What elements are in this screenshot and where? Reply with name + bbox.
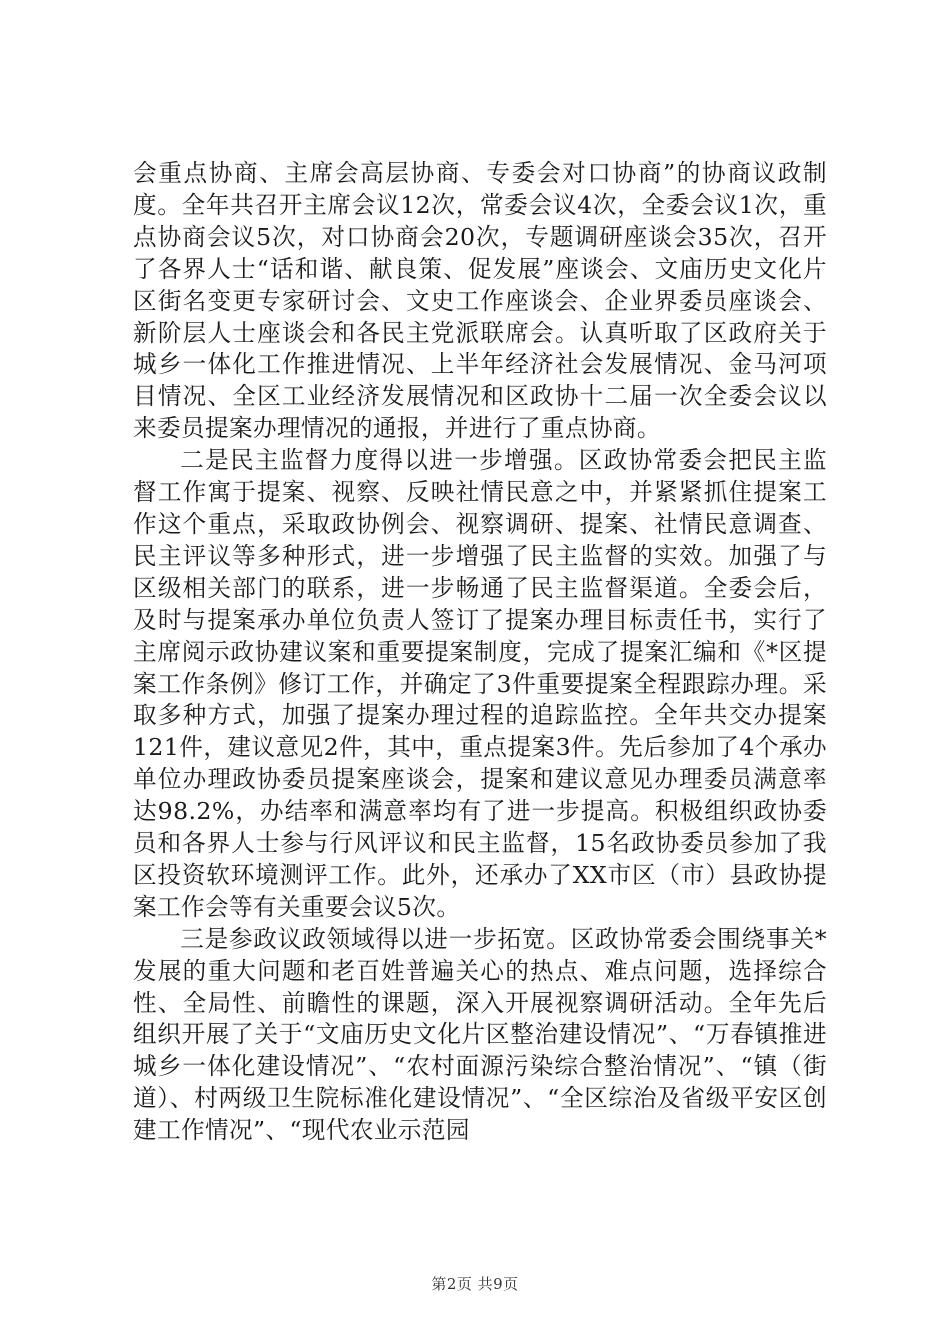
page-number-footer: 第2页 共9页 xyxy=(431,1275,519,1293)
paragraph-1: 会重点协商、主席会高层协商、专委会对口协商”的协商议政制度。全年共召开主席会议12次，常委会议4次，全委会议1次，重点协商会议5次，对口协商会20次，专题调研座谈会35次，召开了各界人士“话和谐、献良策、促发展”座谈会、文庙历史文化片区街名变更专家研讨会、文史工作座谈会、企业界委员座谈会、新阶层人士座谈会和各民主党派联席会。认真听取了区政府关于城乡一体化工作推进情况、上半年经济社会发展情况、金马河项目情况、全区工业经济发展情况和区政协十二届一次全委会议以来委员提案办理情况的通报，并进行了重点协商。 xyxy=(133,159,827,443)
paragraph-3: 三是参政议政领域得以进一步拓宽。区政协常委会围绕事关*发展的重大问题和老百姓普遍关心的热点、难点问题，选择综合性、全局性、前瞻性的课题，深入开展视察调研活动。全年先后组织开展了关于“文庙历史文化片区整治建设情况”、“万春镇推进城乡一体化建设情况”、“农村面源污染综合整治情况”、“镇（街道）、村两级卫生院标准化建设情况”、“全区综治及省级平安区创建工作情况”、“现代农业示范园 xyxy=(133,924,827,1145)
document-body xyxy=(133,158,827,1147)
paragraph-2: 二是民主监督力度得以进一步增强。区政协常委会把民主监督工作寓于提案、视察、反映社情民意之中，并紧紧抓住提案工作这个重点，采取政协例会、视察调研、提案、社情民意调查、民主评议等多种形式，进一步增强了民主监督的实效。加强了与区级相关部门的联系，进一步畅通了民主监督渠道。全委会后，及时与提案承办单位负责人签订了提案办理目标责任书，实行了主席阅示政协建议案和重要提案制度，完成了提案汇编和《*区提案工作条例》修订工作，并确定了3件重要提案全程跟踪办理。采取多种方式，加强了提案办理过程的追踪监控。全年共交办提案121件，建议意见2件，其中，重点提案3件。先后参加了4个承办单位办理政协委员提案座谈会，提案和建议意见办理委员满意率达98.2%，办结率和满意率均有了进一步提高。积极组织政协委员和各界人士参与行风评议和民主监督，15名政协委员参加了我区投资软环境测评工作。此外，还承办了XX市区（市）县政协提案工作会等有关重要会议5次。 xyxy=(133,446,827,921)
